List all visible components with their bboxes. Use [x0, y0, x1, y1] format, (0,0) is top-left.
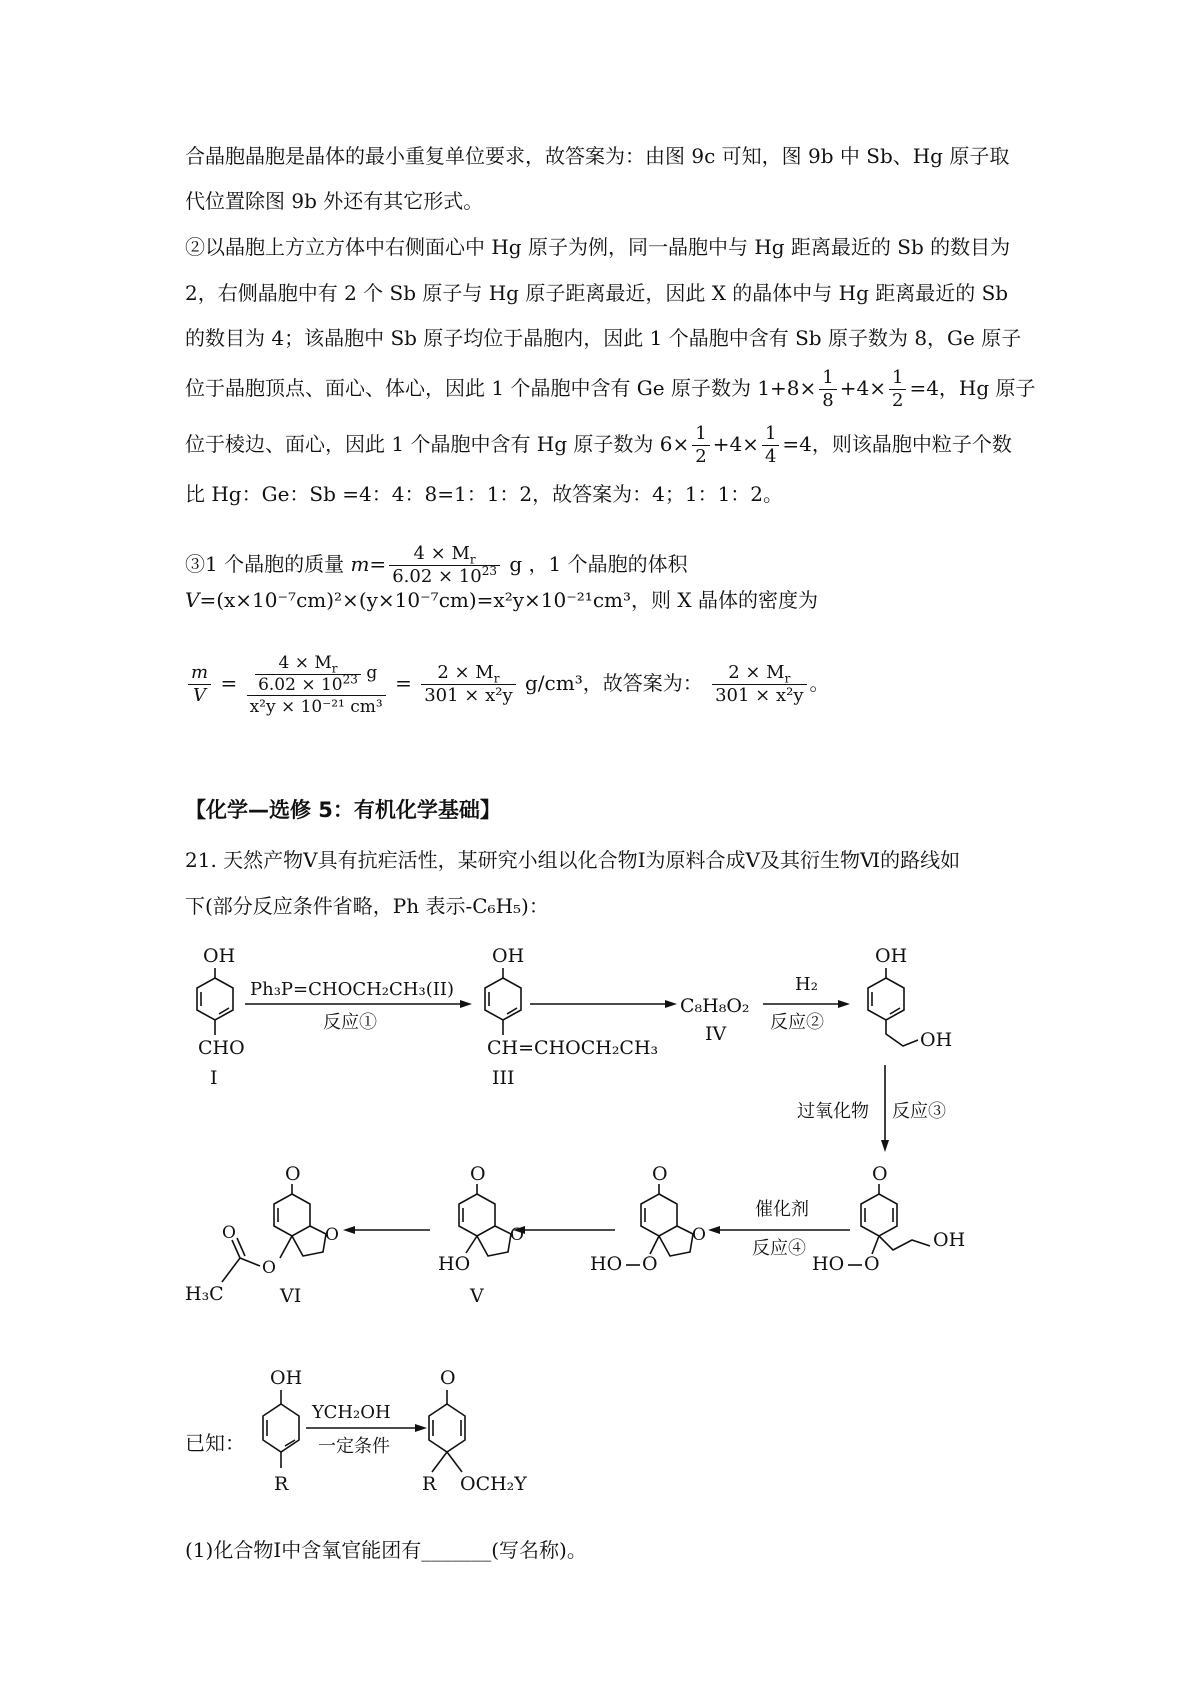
fraction-1-2: $\frac{1}{2}$ — [889, 367, 906, 412]
fraction-1-2b: $\frac{1}{2}$ — [692, 423, 709, 468]
svg-text:OH: OH — [270, 1367, 303, 1389]
svg-text:O: O — [262, 1258, 276, 1278]
compound-VI — [185, 1163, 339, 1307]
svg-text:O: O — [222, 1223, 236, 1243]
fraction-1-4: $\frac{1}{4}$ — [762, 423, 779, 468]
mass-fraction: $\frac{4 \times M_r}{6.02 \times 10^{23}}$ — [389, 543, 500, 588]
svg-text:反应④: 反应④ — [752, 1238, 806, 1259]
svg-text:O: O — [470, 1163, 486, 1185]
para2-line4: 位于晶胞顶点、面心、体心，因此 1 个晶胞中含有 Ge 原子数为 1+8× $\frac{1}{8}$ +4× $\frac{1}{2}$ =4，Hg 原子 — [185, 367, 1036, 411]
svg-text:反应③: 反应③ — [892, 1101, 946, 1122]
svg-text:O: O — [864, 1253, 880, 1275]
compound-III — [485, 945, 658, 1089]
svg-text:H₂: H₂ — [795, 974, 818, 995]
known-reaction — [0, 1360, 1200, 1520]
compound-I — [197, 945, 245, 1089]
reaction-3-arrow — [797, 1065, 946, 1152]
known-arrow — [306, 1402, 427, 1457]
svg-text:已知：: 已知： — [185, 1431, 245, 1455]
svg-text:V: V — [470, 1285, 484, 1307]
reaction-4-arrow — [708, 1199, 850, 1259]
svg-text:HO: HO — [438, 1253, 471, 1275]
svg-text:催化剂: 催化剂 — [755, 1199, 809, 1220]
svg-text:CH=CHOCH₂CH₃: CH=CHOCH₂CH₃ — [487, 1037, 659, 1059]
svg-text:OCH₂Y: OCH₂Y — [460, 1473, 527, 1495]
question-1: (1)化合物Ⅰ中含氧官能团有_______(写名称)。 — [185, 1538, 587, 1562]
svg-text:O: O — [642, 1253, 658, 1275]
para3-line2: V=(x×10⁻⁷cm)²×(y×10⁻⁷cm)=x²y×10⁻²¹cm³，则 X 晶体的密度为 — [185, 588, 818, 612]
svg-text:R: R — [274, 1473, 289, 1495]
known-phenol — [263, 1367, 302, 1495]
svg-text:O: O — [872, 1163, 888, 1185]
svg-text:HO: HO — [590, 1253, 623, 1275]
para2-line6: 比 Hg：Ge：Sb =4：4：8=1：1：2，故答案为：4；1：1：2。 — [185, 482, 784, 506]
density-result: $\frac{2 \times M_r}{\text{301 × x²y}}$ — [421, 662, 515, 707]
density-formula: $\frac{m}{V}$ = $\frac{4 \times M_r}{6.02 \times 10^{23}}$ g x²y × 10⁻²¹ cm³ = $\frac{2 \times M_r}{\text{301 × x²y}}$ g/cm³，故答案为： $\frac{2 \times M_r}{\text{301 × x²y}}$ 。 — [185, 638, 830, 728]
svg-text:VI: VI — [280, 1285, 302, 1307]
svg-text:O: O — [285, 1163, 301, 1185]
para3-line1: ③1 个晶胞的质量 m= $\frac{4 \times M_r}{6.02 \times 10^{23}}$ g ，1 个晶胞的体积 — [185, 543, 688, 587]
peroxide-intermediate — [812, 1163, 965, 1275]
svg-text:YCH₂OH: YCH₂OH — [312, 1402, 391, 1423]
known-product — [422, 1367, 527, 1495]
svg-text:O: O — [325, 1225, 339, 1245]
svg-text:一定条件: 一定条件 — [318, 1436, 390, 1457]
svg-text:OH: OH — [875, 945, 908, 967]
reaction-2-arrow — [763, 974, 850, 1033]
svg-text:HO: HO — [812, 1253, 845, 1275]
svg-text:H₃C: H₃C — [185, 1283, 224, 1305]
question21-line1: 21. 天然产物Ⅴ具有抗疟活性，某研究小组以化合物Ⅰ为原料合成Ⅴ及其衍生物Ⅵ的路线如 — [185, 848, 961, 872]
fraction-1-8: $\frac{1}{8}$ — [819, 367, 836, 412]
svg-text:I: I — [210, 1067, 218, 1089]
svg-text:O: O — [652, 1163, 668, 1185]
para1-line2: 代位置除图 9b 外还有其它形式。 — [185, 189, 484, 213]
svg-text:IV: IV — [705, 1023, 727, 1045]
svg-text:III: III — [492, 1067, 515, 1089]
compound-tyrosol — [868, 945, 952, 1051]
reaction-1-arrow — [245, 979, 472, 1033]
m-over-v: $\frac{m}{V}$ — [188, 662, 211, 707]
svg-text:过氧化物: 过氧化物 — [797, 1101, 869, 1122]
question21-line2: 下(部分反应条件省略，Ph 表示-C₆H₅)： — [185, 894, 549, 918]
para2-line2: 2，右侧晶胞中有 2 个 Sb 原子与 Hg 原子距离最近，因此 X 的晶体中与 Hg 距离最近的 Sb — [185, 281, 1009, 305]
svg-text:反应②: 反应② — [770, 1012, 824, 1033]
para2-line5: 位于棱边、面心，因此 1 个晶胞中含有 Hg 原子数为 6× $\frac{1}{2}$ +4× $\frac{1}{4}$ =4，则该晶胞中粒子个数 — [185, 423, 1012, 467]
svg-text:Ph₃P=CHOCH₂CH₃(II): Ph₃P=CHOCH₂CH₃(II) — [250, 979, 454, 1000]
density-big-fraction: $\frac{4 \times M_r}{6.02 \times 10^{23}}$ g x²y × 10⁻²¹ cm³ — [247, 652, 386, 718]
arrow-to-VI-head — [343, 1226, 355, 1234]
svg-text:O: O — [510, 1225, 524, 1245]
bicyclic-peroxide — [590, 1163, 706, 1275]
svg-text:C₈H₈O₂: C₈H₈O₂ — [680, 995, 750, 1017]
svg-text:OH: OH — [920, 1029, 953, 1051]
svg-text:O: O — [440, 1367, 456, 1389]
svg-text:OH: OH — [203, 945, 236, 967]
svg-text:R: R — [422, 1473, 437, 1495]
svg-text:OH: OH — [933, 1229, 966, 1251]
svg-text:O: O — [692, 1225, 706, 1245]
synthesis-scheme — [0, 940, 1200, 1350]
para1-line1: 合晶胞晶胞是晶体的最小重复单位要求，故答案为：由图 9c 可知，图 9b 中 Sb、Hg 原子取 — [185, 144, 1010, 168]
svg-text:反应①: 反应① — [323, 1012, 377, 1033]
svg-text:CHO: CHO — [198, 1037, 245, 1059]
compound-V — [438, 1163, 524, 1307]
section-heading: 【化学—选修 5：有机化学基础】 — [185, 798, 501, 822]
para2-line1: ②以晶胞上方立方体中右侧面心中 Hg 原子为例，同一晶胞中与 Hg 距离最近的 Sb 的数目为 — [185, 235, 1011, 259]
density-answer: $\frac{2 \times M_r}{\text{301 × x²y}}$ — [712, 662, 806, 707]
svg-text:OH: OH — [492, 945, 525, 967]
para2-line3: 的数目为 4；该晶胞中 Sb 原子均位于晶胞内，因此 1 个晶胞中含有 Sb 原子数为 8，Ge 原子 — [185, 326, 1022, 350]
